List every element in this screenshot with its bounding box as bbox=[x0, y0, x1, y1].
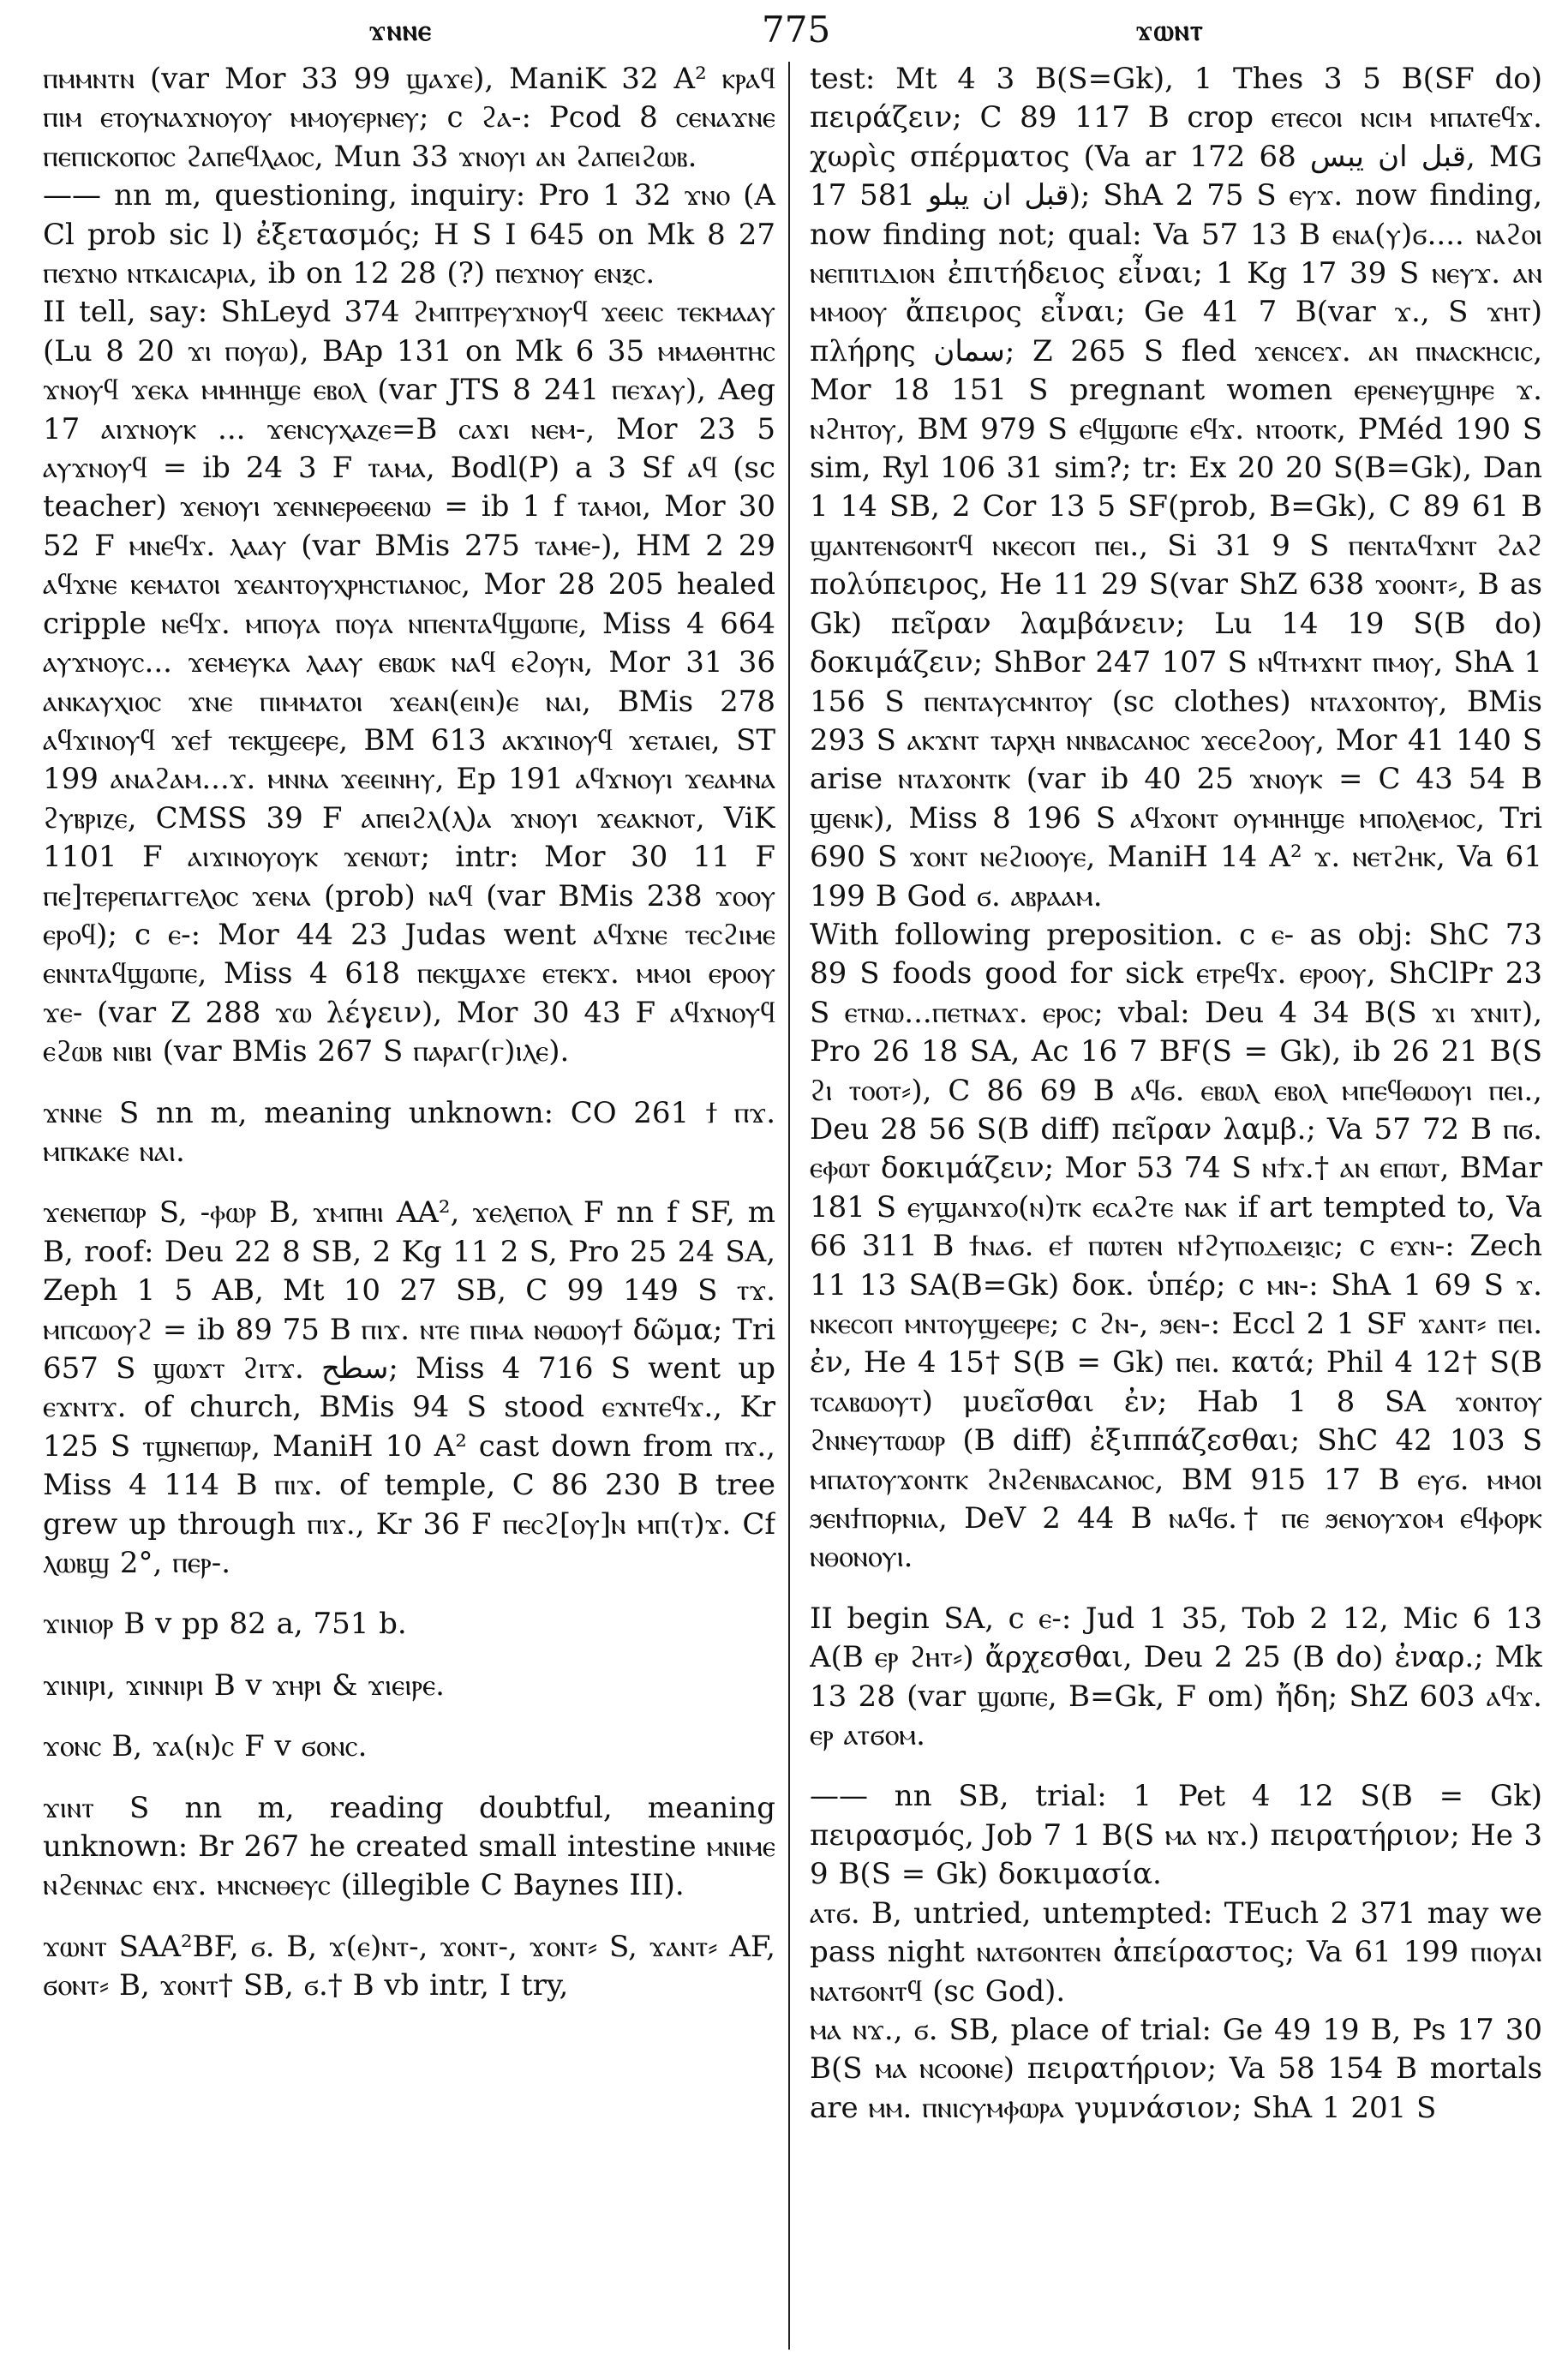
dictionary-entry: II tell, say: ShLeyd 374 ϩⲙⲡⲧⲣⲉⲩϫⲛⲟⲩϥ ϫⲉⲉⲓⲥ ⲧⲉⲕⲙⲁⲁⲩ (Lu 8 20 ϫⲓ ⲡⲟⲩⲱ), BAp 131 on Mk 6 35 ⲙⲙⲁⲑⲏⲧⲏⲥ ϫⲛⲟⲩϥ ϫⲉⲕⲁ ⲙⲙⲏⲏϣⲉ ⲉⲃⲟⲗ (var JTS 8 241 ⲡⲉϫⲁⲩ), Aeg 17 ⲁⲓϫⲛⲟⲩⲕ ... ϫⲉⲛⲥⲩⲭⲁⲍⲉ=B ⲥⲁϫⲓ ⲛⲉⲙ-, Mor 23 5 ⲁⲩϫⲛⲟⲩϥ = ib 24 3 F ⲧⲁⲙⲁ, Bodl(P) a 3 Sf ⲁϥ (sc teacher) ϫⲉⲛⲟⲩⲓ ϫⲉⲛⲛⲉⲣⲑⲉⲉⲛⲱ = ib 1 f ⲧⲁⲙⲟⲓ, Mor 30 52 F ⲙⲛⲉϥϫ. ⲗⲁⲁⲩ (var BMis 275 ⲧⲁⲙⲉ-), HM 2 29 ⲁϥϫⲛⲉ ⲕⲉⲙⲁⲧⲟⲓ ϫⲉⲁⲛⲧⲟⲩⲭⲣⲏⲥⲧⲓⲁⲛⲟⲥ, Mor 28 205 healed cripple ⲛⲉϥϫ. ⲙⲡⲟⲩⲁ ⲡⲟⲩⲁ ⲛⲡⲉⲛⲧⲁϥϣⲱⲡⲉ, Miss 4 664 ⲁⲩϫⲛⲟⲩⲥ... ϫⲉⲙⲉⲩⲕⲁ ⲗⲁⲁⲩ ⲉⲃⲱⲕ ⲛⲁϥ ⲉϩⲟⲩⲛ, Mor 31 36 ⲁⲛⲕⲁⲩⲭⲓⲟⲥ ϫⲛⲉ ⲡⲓⲙⲙⲁⲧⲟⲓ ϫⲉⲁⲛ(ⲉⲓⲛ)ⲉ ⲛⲁⲓ, BMis 278 ⲁϥϫⲓⲛⲟⲩϥ ϫⲉϯ ⲧⲉⲕϣⲉⲉⲣⲉ, BM 613 ⲁⲕϫⲓⲛⲟⲩϥ ϫⲉⲧⲁⲓⲉⲓ, ST 199 ⲁⲛⲁϩⲁⲙ...ϫ. ⲙⲛⲛⲁ ϫⲉⲉⲓⲛⲏⲩ, Ep 191 ⲁϥϫⲛⲟⲩⲓ ϫⲉⲁⲙⲛⲁ ϩⲩⲃⲣⲓⲍⲉ, CMSS 39 F ⲁⲡⲉⲓϩⲗ(ⲗ)ⲁ ϫⲛⲟⲩⲓ ϫⲉⲁⲕⲛⲟⲧ, ViK 1101 F ⲁⲓϫⲓⲛⲟⲩⲟⲩⲕ ϫⲉⲛⲱⲧ; intr: Mor 30 11 F ⲡⲉ]ⲧⲉⲣⲉⲡⲁⲅⲅⲉⲗⲟⲥ ϫⲉⲛⲁ (prob) ⲛⲁϥ (var BMis 238 ϫⲟⲟⲩ ⲉⲣⲟϥ); c ⲉ-: Mor 44 23 Judas went ⲁϥϫⲛⲉ ⲧⲉⲥϩⲓⲙⲉ ⲉⲛⲛⲧⲁϥϣⲱⲡⲉ, Miss 4 618 ⲡⲉⲕϣⲁϫⲉ ⲉⲧⲉⲕϫ. ⲙⲙⲟⲓ ⲉⲣⲟⲟⲩ ϫⲉ- (var Z 288 ϫⲱ λέγειν), Mor 30 43 F ⲁϥϫⲛⲟⲩϥ ⲉϩⲱⲃ ⲛⲓⲃⲓ (var BMis 267 S ⲡⲁⲣⲁⲅ(ⲅ)ⲓⲗⲉ). bbox=[43, 295, 775, 1069]
dictionary-entry: ⲁⲧϭ. B, untried, untempted: TEuch 2 371 may we pass night ⲛⲁⲧϭⲟⲛⲧⲉⲛ ἀπείραστος; Va 61 199 ⲡⲓⲟⲩⲁⲓ ⲛⲁⲧϭⲟⲛⲧϥ (sc God). bbox=[810, 1895, 1542, 2009]
page-header bbox=[0, 9, 1568, 53]
right-column bbox=[810, 60, 1542, 2356]
left-running-headword: ϫⲛⲛⲉ bbox=[368, 14, 433, 48]
dictionary-entry: ⲙⲁ ⲛϫ., ϭ. SB, place of trial: Ge 49 19 B, Ps 17 30 B(S ⲙⲁ ⲛⲥⲟⲟⲛⲉ) πειρατήριον; Va 58 154 B mortals are ⲙⲙ. ⲡⲛⲓⲥⲩⲙⲫⲱⲣⲁ γυμνάσιον; ShA 1 201 S bbox=[810, 2012, 1542, 2125]
dictionary-entry: ϫⲓⲛⲓⲟⲣ B v pp 82 a, 751 b. bbox=[43, 1607, 407, 1642]
dictionary-entry: ϫⲓⲛⲧ S nn m, reading doubtful, meaning unknown: Br 267 he created small intestine ⲙⲛⲓⲙⲉ ⲛϩⲉⲛⲛⲁⲥ ⲉⲛϫ. ⲙⲛⲥⲛⲑⲉⲩⲥ (illegible C Baynes III). bbox=[43, 1790, 775, 1903]
dictionary-entry: With following preposition. c ⲉ- as obj: ShC 73 89 S foods good for sick ⲉⲧⲣⲉϥϫ. ⲉⲣⲟⲟⲩ, ShClPr 23 S ⲉⲧⲛⲱ...ⲡⲉⲧⲛⲁϫ. ⲉⲣⲟⲥ; vbal: Deu 4 34 B(S ϫⲓ ϫⲛⲓⲧ), Pro 26 18 SA, Ac 16 7 BF(S = Gk), ib 26 21 B(S ϩⲓ ⲧⲟⲟⲧ⸗), C 86 69 B ⲁϥϭ. ⲉⲃⲱⲗ ⲉⲃⲟⲗ ⲙⲡⲉϥⲑⲱⲟⲩⲓ ⲡⲉⲓ., Deu 28 56 S(B diff) πεῖραν λαμβ.; Va 57 72 B ⲡϭ. ⲉⲫⲱⲧ δοκιμάζειν; Mor 53 74 S ⲛϯϫ.† ⲁⲛ ⲉⲡⲱⲧ, BMar 181 S ⲉⲩϣⲁⲛϫⲟ(ⲛ)ⲧⲕ ⲉⲥⲁϩⲧⲉ ⲛⲁⲕ if art tempted to, Va 66 311 B ϯⲛⲁϭ. ⲉϯ ⲡⲱⲧⲉⲛ ⲛϯϩⲩⲡⲟⲇⲉⲓⲝⲓⲥ; c ⲉϫⲛ-: Zech 11 13 SA(B=Gk) δοκ. ὑπέρ; c ⲙⲛ-: ShA 1 69 S ϫ. ⲛⲕⲉⲥⲟⲡ ⲙⲛⲧⲟⲩϣⲉⲉⲣⲉ; c ϩⲛ-, ϧⲉⲛ-: Eccl 2 1 SF ϫⲁⲛⲧ⸗ ⲡⲉⲓ. ἐν, He 4 15† S(B = Gk) ⲡⲉⲓ. κατά; Phil 4 12† S(B ⲧⲥⲁⲃⲱⲟⲩⲧ) μυεῖσθαι ἐν; Hab 1 8 SA ϫⲟⲛⲧⲟⲩ ϩⲛⲛⲉⲩⲧⲱⲱⲣ (B diff) ἐξιππάζεσθαι; ShC 42 103 S ⲙⲡⲁⲧⲟⲩϫⲟⲛⲧⲕ ϩⲛϩⲉⲛⲃⲁⲥⲁⲛⲟⲥ, BM 915 17 B ⲉⲩϭ. ⲙⲙⲟⲓ ϧⲉⲛϯⲡⲟⲣⲛⲓⲁ, DeV 2 44 B ⲛⲁϥϭ.† ⲡⲉ ϧⲉⲛⲟⲩϫⲟⲙ ⲉϥⲫⲟⲣⲕ ⲛⲑⲟⲛⲟⲩⲓ. bbox=[810, 917, 1542, 1575]
dictionary-entry: II begin SA, c ⲉ-: Jud 1 35, Tob 2 12, Mic 6 13 A(B ⲉⲣ ϩⲏⲧ⸗) ἄρχεσθαι, Deu 2 25 (B do) ἐναρ.; Mk 13 28 (var ϣⲱⲡⲉ, B=Gk, F om) ἤδη; ShZ 603 ⲁϥϫ. ⲉⲣ ⲁⲧϭⲟⲙ. bbox=[810, 1601, 1542, 1753]
dictionary-entry: ϫⲛⲛⲉ S nn m, meaning unknown: CO 261 ϯ ⲡϫ. ⲙⲡⲕⲁⲕⲉ ⲛⲁⲓ. bbox=[43, 1095, 775, 1169]
left-column bbox=[43, 60, 775, 2356]
dictionary-entry: test: Mt 4 3 B(S=Gk), 1 Thes 3 5 B(SF do) πειράζειν; C 89 117 B crop ⲉⲧⲉⲥⲟⲓ ⲛⲥⲓⲙ ⲙⲡⲁⲧⲉϥϫ. χωρὶς σπέρματος (Va ar 172 68 قبل ان يبس, MG 17 581 قبل ان يبلو); ShA 2 75 S ⲉⲩϫ. now finding, now finding not; qual: Va 57 13 B ⲉⲛⲁ(ⲩ)ϭ.... ⲛⲁϩⲟⲓ ⲛⲉⲡⲓⲧⲓⲇⲓⲟⲛ ἐπιτήδειος εἶναι; 1 Kg 17 39 S ⲛⲉⲩϫ. ⲁⲛ ⲙⲙⲟⲟⲩ ἄπειρος εἶναι; Ge 41 7 B(var ϫ., S ϫⲏⲧ) πλήρης سمان; Z 265 S fled ϫⲉⲛⲥⲉϫ. ⲁⲛ ⲡⲛⲁⲥⲕⲏⲥⲓⲥ, Mor 18 151 S pregnant women ⲉⲣⲉⲛⲉⲩϣⲏⲣⲉ ϫ. ⲛϩⲏⲧⲟⲩ, BM 979 S ⲉϥϣⲱⲡⲉ ⲉϥϫ. ⲛⲧⲟⲟⲧⲕ, PMéd 190 S sim, Ryl 106 31 sim?; tr: Ex 20 20 S(B=Gk), Dan 1 14 SB, 2 Cor 13 5 SF(prob, B=Gk), C 89 61 B ϣⲁⲛⲧⲉⲛϭⲟⲛⲧϥ ⲛⲕⲉⲥⲟⲡ ⲡⲉⲓ., Si 31 9 S ⲡⲉⲛⲧⲁϥϫⲛⲧ ϩⲁϩ πολύπειρος, He 11 29 S(var ShZ 638 ϫⲟⲟⲛⲧ⸗, B as Gk) πεῖραν λαμβάνειν; Lu 14 19 S(B do) δοκιμάζειν; ShBor 247 107 S ⲛϥⲧⲙϫⲛⲧ ⲡⲙⲟⲩ, ShA 1 156 S ⲡⲉⲛⲧⲁⲩⲥⲙⲛⲧⲟⲩ (sc clothes) ⲛⲧⲁϫⲟⲛⲧⲟⲩ, BMis 293 S ⲁⲕϫⲛⲧ ⲧⲁⲣⲭⲏ ⲛⲛⲃⲁⲥⲁⲛⲟⲥ ϫⲉⲥⲉϩⲟⲟⲩ, Mor 41 140 S arise ⲛⲧⲁϫⲟⲛⲧⲕ (var ib 40 25 ϫⲛⲟⲩⲕ = C 43 54 B ϣⲉⲛⲕ), Miss 8 196 S ⲁϥϫⲟⲛⲧ ⲟⲩⲙⲏⲏϣⲉ ⲙⲡⲟⲗⲉⲙⲟⲥ, Tri 690 S ϫⲟⲛⲧ ⲛⲉϩⲓⲟⲟⲩⲉ, ManiH 14 A² ϫ. ⲛⲉⲧϩⲏⲕ, Va 61 199 B God ϭ. ⲁⲃⲣⲁⲁⲙ. bbox=[810, 62, 1542, 913]
page-number: 775 bbox=[762, 9, 831, 51]
column-divider bbox=[788, 62, 790, 2350]
dictionary-entry: ϫⲉⲛⲉⲡⲱⲣ S, -ⲫⲱⲣ B, ϫⲙⲡⲏⲓ AA², ϫⲉⲗⲉⲡⲟⲗ F nn f SF, m B, roof: Deu 22 8 SB, 2 Kg 11 2 S, Pro 25 24 SA, Zeph 1 5 AB, Mt 10 27 SB, C 99 149 S ⲧϫ. ⲙⲡⲥⲱⲟⲩϩ = ib 89 75 B ⲡⲓϫ. ⲛⲧⲉ ⲡⲓⲙⲁ ⲛⲑⲱⲟⲩϯ δῶμα; Tri 657 S ϣⲱϫⲧ ϩⲓⲧϫ. سطح; Miss 4 716 S went up ⲉϫⲛⲧϫ. of church, BMis 94 S stood ⲉϫⲛⲧⲉϥϫ., Kr 125 S ⲧϣⲛⲉⲡⲱⲣ, ManiH 10 A² cast down from ⲡϫ., Miss 4 114 B ⲡⲓϫ. of temple, C 86 230 B tree grew up through ⲡⲓϫ., Kr 36 F ⲡⲉⲥϩ[ⲟⲩ]ⲛ ⲙⲡ(ⲧ)ϫ. Cf ⲗⲱⲃϣ 2°, ⲡⲉⲣ-. bbox=[43, 1195, 775, 1581]
dictionary-entry: ϫⲟⲛⲥ B, ϫⲁ(ⲛ)ⲥ F v ϭⲟⲛⲥ. bbox=[43, 1729, 368, 1764]
dictionary-entry: —— nn SB, trial: 1 Pet 4 12 S(B = Gk) πειρασμός, Job 7 1 B(S ⲙⲁ ⲛϫ.) πειρατήριον; He 3 9 B(S = Gk) δοκιμασία. bbox=[810, 1779, 1542, 1892]
dictionary-entry: ⲡⲙⲙⲛⲧⲛ (var Mor 33 99 ϣⲁϫⲉ), ManiK 32 A² ⲕⲣⲁϥ ⲡⲓⲙ ⲉⲧⲟⲩⲛⲁϫⲛⲟⲩⲟⲩ ⲙⲙⲟⲩⲉⲣⲛⲉⲩ; c ϩⲁ-: Pcod 8 ⲥⲉⲛⲁϫⲛⲉ ⲡⲉⲡⲓⲥⲕⲟⲡⲟⲥ ϩⲁⲡⲉϥⲗⲁⲟⲥ, Mun 33 ϫⲛⲟⲩⲓ ⲁⲛ ϩⲁⲡⲉⲓϩⲱⲃ. bbox=[43, 62, 775, 174]
dictionary-entry: ϫⲱⲛⲧ SAA²BF, ϭ. B, ϫ(ⲉ)ⲛⲧ-, ϫⲟⲛⲧ-, ϫⲟⲛⲧ⸗ S, ϫⲁⲛⲧ⸗ AF, ϭⲟⲛⲧ⸗ B, ϫⲟⲛⲧ† SB, ϭ.† B vb intr, I try, bbox=[43, 1929, 775, 2003]
dictionary-entry: ϫⲓⲛⲓⲣⲓ, ϫⲓⲛⲛⲓⲣⲓ B v ϫⲏⲣⲓ & ϫⲓⲉⲓⲣⲉ. bbox=[43, 1667, 445, 1703]
right-running-headword: ϫⲱⲛⲧ bbox=[1135, 14, 1204, 48]
dictionary-entry: —— nn m, questioning, inquiry: Pro 1 32 ϫⲛⲟ (A Cl prob sic l) ἐξετασμός; H S I 645 on Mk 8 27 ⲡⲉϫⲛⲟ ⲛⲧⲕⲁⲓⲥⲁⲣⲓⲁ, ib on 12 28 (?) ⲡⲉϫⲛⲟⲩ ⲉⲛⲝⲥ. bbox=[43, 178, 775, 291]
